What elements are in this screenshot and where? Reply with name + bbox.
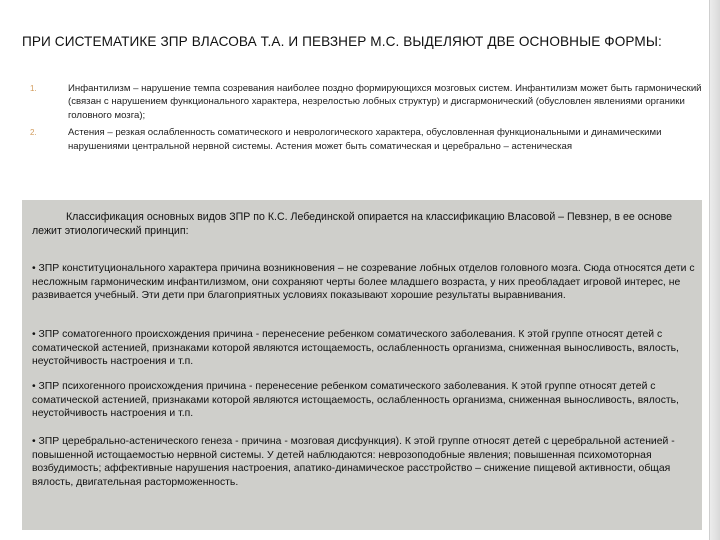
numbered-list [22, 82, 702, 153]
decorative-rule [709, 0, 710, 540]
list-number: 2. [30, 128, 37, 138]
intro-paragraph: Классификация основных видов ЗПР по К.С. Лебединской опирается на классификацию Власовой – Певзнер, в ее основе лежит этиологический принцип: [32, 211, 673, 237]
decorative-side-stripe [710, 0, 720, 540]
slide-title: ПРИ СИСТЕМАТИКЕ ЗПР ВЛАСОВА Т.А. И ПЕВЗНЕР М.С. ВЫДЕЛЯЮТ ДВЕ ОСНОВНЫЕ ФОРМЫ: [22, 34, 662, 49]
classification-panel [22, 200, 702, 530]
list-item-text: Инфантилизм – нарушение темпа созревания наиболее поздно формирующихся мозговых систем. Инфантилизм может быть гармонический (связан с нарушением функционального характера, незрелостью лобных структур) и дисгармонический (обусловлен явлениями органики головного мозга); [68, 83, 702, 121]
forms-list-panel [22, 82, 702, 202]
paragraph-cerebral-asthenic: • ЗПР церебрально-астенического генеза - причина - мозговая дисфункция). К этой группе относят детей с церебральной астенией - повышенной истощаемостью нервной системы. У детей наблюдаются: неврозоподобные явления; повышенная психомоторная возбудимость; аффективные нарушения настроения, апатико-динамическое расстройство – снижение пищевой активности, общая вялость, двигательная расторможенность. [32, 436, 675, 488]
paragraph-somatogenic: • ЗПР соматогенного происхождения причина - перенесение ребенком соматического заболевания. К этой группе относят детей с соматической астенией, признаками которой являются истощаемость, ослабленность организма, сниженная выносливость, вялость, неустойчивость настроения и т.п. [32, 329, 679, 367]
list-item [22, 126, 702, 153]
list-number: 1. [30, 84, 37, 93]
paragraph-constitutional: • ЗПР конституционального характера причина возникновения – не созревание лобных отделов головного мозга. Сюда относятся дети с несложным гармоническим инфантилизмом, они сохраняют черты более младшего возраста, у них преобладает игровой интерес, не развивается учебный. Эти дети при благоприятных условиях показывают хорошие результаты выравнивания. [32, 263, 695, 301]
paragraph-psychogenic: • ЗПР психогенного происхождения причина - перенесение ребенком соматического заболевания. К этой группе относят детей с соматической астенией, признаками которой являются истощаемость, ослабленность организма, сниженная выносливость, вялость, неустойчивость настроения и т.п. [32, 381, 679, 419]
list-item [22, 82, 702, 122]
list-item-text: Астения – резкая ослабленность соматического и неврологического характера, обусловленная функциональными и динамическими нарушениями центральной нервной системы. Астения может быть соматическая и церебрально – астеническая [68, 127, 662, 152]
